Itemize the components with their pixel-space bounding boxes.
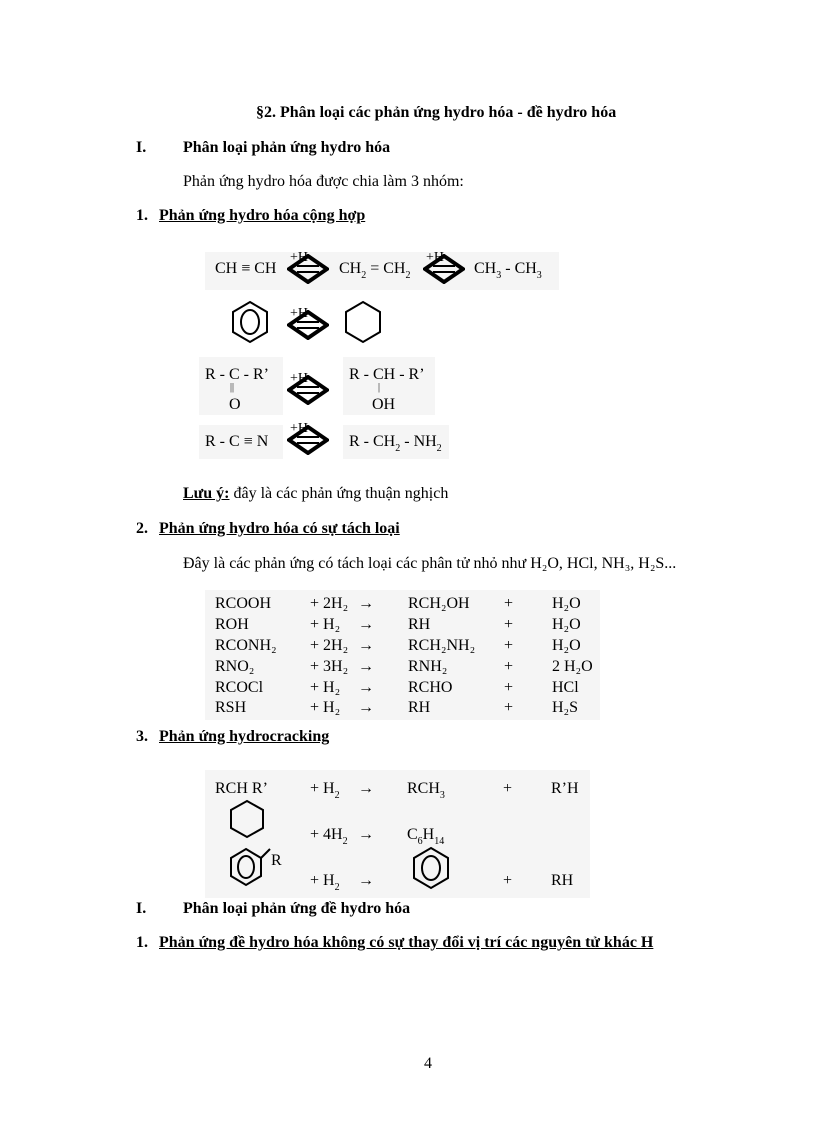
- crack-product: $C_6H_{14}$: [407, 826, 445, 847]
- arrow-cell: →: [358, 636, 374, 654]
- crack-reagent: + $H_2$: [310, 780, 340, 801]
- crack-plus: +: [503, 780, 513, 797]
- hydroxyl: OH: [372, 396, 396, 413]
- alkane: $CH_3 - CH_3$: [474, 260, 542, 281]
- subsection-number: 3.: [136, 728, 148, 745]
- reagent-cell: + 3H₂: [310, 657, 349, 675]
- ketone-oxygen: O: [229, 396, 241, 413]
- reaction-row: [215, 636, 612, 657]
- crack-arrow: →: [358, 780, 374, 797]
- subsection-number: 1.: [136, 934, 148, 951]
- alkylbenzene-ring-icon: [228, 846, 272, 888]
- byproduct-cell: HCl: [552, 678, 579, 696]
- byproduct-cell: H₂S: [552, 699, 579, 717]
- section-number: I.: [136, 900, 147, 917]
- crack-byproduct: R’H: [551, 780, 579, 797]
- reaction-table: [215, 594, 612, 719]
- subsection-heading: Phản ứng hydro hóa cộng hợp: [159, 207, 366, 224]
- reagent-cell: + H₂: [310, 699, 341, 717]
- benzene-ring-icon: [411, 846, 451, 890]
- reagent-cell: + H₂: [310, 678, 341, 696]
- reactant-cell: RCOCl: [215, 678, 264, 696]
- arrow-cell: →: [358, 678, 374, 696]
- byproduct-cell: 2 H₂O: [552, 657, 593, 675]
- product-cell: RNH₂: [408, 657, 448, 675]
- reagent-cell: + H₂: [310, 616, 341, 634]
- page-title: §2. Phân loại các phản ứng hydro hóa - đề hydro hóa: [256, 104, 617, 121]
- arrow-cell: →: [358, 616, 374, 634]
- subsection-number: 1.: [136, 207, 148, 224]
- reaction-row: [215, 677, 612, 698]
- section-heading: Phân loại phản ứng hydro hóa: [183, 139, 391, 156]
- product-cell: RCH₂NH₂: [408, 636, 476, 654]
- note-label: Lưu ý:: [183, 485, 230, 502]
- plus-cell: +: [504, 678, 514, 696]
- reactant-cell: RSH: [215, 699, 247, 717]
- section-number: I.: [136, 139, 147, 156]
- product-cell: RCHO: [408, 678, 453, 696]
- nitrile: R - C ≡ N: [205, 433, 269, 450]
- subsection-heading: Phản ứng hydrocracking: [159, 728, 330, 745]
- plus-cell: +: [504, 657, 514, 675]
- double-bond: ||: [230, 382, 235, 393]
- plus-cell: +: [504, 595, 514, 613]
- crack-reagent: + $H_2$: [310, 872, 340, 893]
- section-intro: Phản ứng hydro hóa được chia làm 3 nhóm:: [183, 173, 464, 190]
- arrow-label: +H: [290, 371, 309, 386]
- crack-byproduct: RH: [551, 872, 574, 889]
- benzene-ring-icon: [230, 300, 270, 344]
- subsection-intro: Đây là các phản ứng có tách loại các phân tử nhỏ như H₂O, HCl, NH₃, H₂S...: [183, 555, 677, 572]
- reaction-row: [215, 698, 612, 719]
- byproduct-cell: H₂O: [552, 595, 581, 613]
- reactant-cell: RCOOH: [215, 595, 272, 613]
- crack-arrow: →: [358, 872, 374, 889]
- arrow-cell: →: [358, 657, 374, 675]
- subsection-number: 2.: [136, 520, 148, 537]
- crack-reagent: + $4H_2$: [310, 826, 348, 847]
- product-cell: RH: [408, 616, 431, 634]
- equilibrium-arrow-icon: [287, 375, 329, 405]
- reaction-row: [215, 594, 612, 615]
- reactant-cell: RNO₂: [215, 657, 255, 675]
- arrow-label: +H: [290, 421, 309, 436]
- equilibrium-arrow-icon: [287, 254, 329, 284]
- byproduct-cell: H₂O: [552, 636, 581, 654]
- product-cell: RH: [408, 699, 431, 717]
- page-number: 4: [424, 1055, 432, 1072]
- reaction-row: [215, 656, 612, 677]
- alkene: $CH_2 = CH_2$: [339, 260, 411, 281]
- reaction-row: [215, 615, 612, 636]
- equilibrium-arrow-icon: [423, 254, 465, 284]
- byproduct-cell: H₂O: [552, 616, 581, 634]
- substituent-label: R: [271, 852, 282, 869]
- arrow-label: +H: [290, 306, 309, 321]
- subsection-heading: Phản ứng đề hydro hóa không có sự thay đổi vị trí các nguyên tử khác H: [159, 934, 654, 951]
- amine: R - $CH_2 - NH_2$: [349, 433, 442, 454]
- arrow-label: +H: [426, 250, 445, 265]
- reagent-cell: + 2H₂: [310, 595, 349, 613]
- single-bond: |: [378, 382, 381, 393]
- crack-plus: +: [503, 872, 513, 889]
- subsection-heading: Phản ứng hydro hóa có sự tách loại: [159, 520, 400, 537]
- reagent-cell: + 2H₂: [310, 636, 349, 654]
- plus-cell: +: [504, 699, 514, 717]
- cyclohexane-ring-icon: [343, 300, 383, 344]
- reactant-cell: RCONH₂: [215, 636, 277, 654]
- note: Lưu ý: đây là các phản ứng thuận nghịch: [183, 485, 449, 502]
- arrow-cell: →: [358, 699, 374, 717]
- equilibrium-arrow-icon: [287, 425, 329, 455]
- equilibrium-arrow-icon: [287, 310, 329, 340]
- crack-reactant: RCH R’: [215, 780, 268, 797]
- ketone: R - C - R’: [205, 366, 269, 383]
- cyclohexane-ring-icon: [228, 799, 266, 839]
- alkyne: CH ≡ CH: [215, 260, 277, 277]
- arrow-label: +H: [290, 250, 309, 265]
- crack-arrow: →: [358, 826, 374, 843]
- alcohol: R - CH - R’: [349, 366, 425, 383]
- arrow-cell: →: [358, 595, 374, 613]
- product-cell: RCH₂OH: [408, 595, 470, 613]
- plus-cell: +: [504, 636, 514, 654]
- reactant-cell: ROH: [215, 616, 249, 634]
- plus-cell: +: [504, 616, 514, 634]
- section-heading: Phân loại phản ứng đề hydro hóa: [183, 900, 411, 917]
- crack-product: $RCH_3$: [407, 780, 445, 801]
